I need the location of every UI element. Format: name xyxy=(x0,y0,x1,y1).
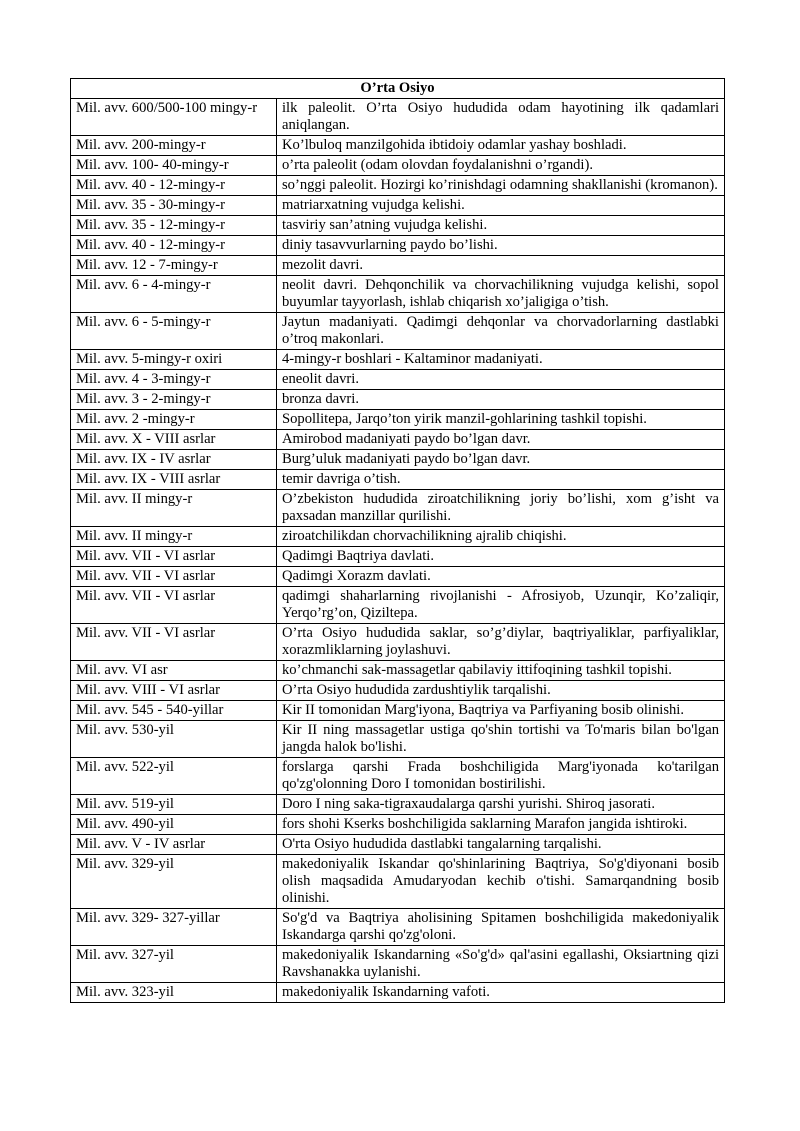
table-title: O’rta Osiyo xyxy=(71,79,725,99)
date-cell: Mil. avv. 100- 40-mingy-r xyxy=(71,156,277,176)
date-cell: Mil. avv. 2 -mingy-r xyxy=(71,410,277,430)
date-cell: Mil. avv. 12 - 7-mingy-r xyxy=(71,256,277,276)
chronology-table xyxy=(70,78,725,1003)
event-cell: ziroatchilikdan chorvachilikning ajralib chiqishi. xyxy=(277,527,725,547)
table-row xyxy=(71,909,725,946)
event-cell: makedoniyalik Iskandarning «So'g'd» qal'asini egallashi, Oksiartning qizi Ravshanakka uylanishi. xyxy=(277,946,725,983)
event-cell: mezolit davri. xyxy=(277,256,725,276)
table-row xyxy=(71,681,725,701)
date-cell: Mil. avv. 6 - 4-mingy-r xyxy=(71,276,277,313)
date-cell: Mil. avv. 200-mingy-r xyxy=(71,136,277,156)
event-cell: O'rta Osiyo hududida dastlabki tangalarning tarqalishi. xyxy=(277,835,725,855)
table-row xyxy=(71,350,725,370)
date-cell: Mil. avv. VII - VI asrlar xyxy=(71,624,277,661)
date-cell: Mil. avv. 530-yil xyxy=(71,721,277,758)
table-row xyxy=(71,256,725,276)
date-cell: Mil. avv. 35 - 12-mingy-r xyxy=(71,216,277,236)
table-row xyxy=(71,470,725,490)
event-cell: tasviriy san’atning vujudga kelishi. xyxy=(277,216,725,236)
event-cell: qadimgi shaharlarning rivojlanishi - Afrosiyob, Uzunqir, Ko’zaliqir, Yerqo’rg’on, Qiziltepa. xyxy=(277,587,725,624)
table-row xyxy=(71,758,725,795)
date-cell: Mil. avv. 327-yil xyxy=(71,946,277,983)
table-row xyxy=(71,370,725,390)
table-row xyxy=(71,835,725,855)
date-cell: Mil. avv. VII - VI asrlar xyxy=(71,567,277,587)
date-cell: Mil. avv. 40 - 12-mingy-r xyxy=(71,176,277,196)
event-cell: O’rta Osiyo hududida zardushtiylik tarqalishi. xyxy=(277,681,725,701)
table-row xyxy=(71,176,725,196)
event-cell: 4-mingy-r boshlari - Kaltaminor madaniyati. xyxy=(277,350,725,370)
table-row xyxy=(71,276,725,313)
table-row xyxy=(71,701,725,721)
table-row xyxy=(71,196,725,216)
table-row xyxy=(71,216,725,236)
event-cell: temir davriga o’tish. xyxy=(277,470,725,490)
date-cell: Mil. avv. II mingy-r xyxy=(71,490,277,527)
event-cell: neolit davri. Dehqonchilik va chorvachilikning vujudga kelishi, sopol buyumlar tayyorlash, ishlab chiqarish xo’jaligiga o’tish. xyxy=(277,276,725,313)
event-cell: Kir II tomonidan Marg'iyona, Baqtriya va Parfiyaning bosib olinishi. xyxy=(277,701,725,721)
event-cell: forslarga qarshi Frada boshchiligida Marg'iyonada ko'tarilgan qo'zg'olonning Doro I tomonidan bostirilishi. xyxy=(277,758,725,795)
date-cell: Mil. avv. 519-yil xyxy=(71,795,277,815)
table-row xyxy=(71,795,725,815)
table-row xyxy=(71,661,725,681)
table-row xyxy=(71,567,725,587)
date-cell: Mil. avv. 5-mingy-r oxiri xyxy=(71,350,277,370)
event-cell: Qadimgi Baqtriya davlati. xyxy=(277,547,725,567)
table-row xyxy=(71,313,725,350)
event-cell: Amirobod madaniyati paydo bo’lgan davr. xyxy=(277,430,725,450)
date-cell: Mil. avv. VIII - VI asrlar xyxy=(71,681,277,701)
date-cell: Mil. avv. 6 - 5-mingy-r xyxy=(71,313,277,350)
date-cell: Mil. avv. V - IV asrlar xyxy=(71,835,277,855)
date-cell: Mil. avv. 329- 327-yillar xyxy=(71,909,277,946)
table-row xyxy=(71,156,725,176)
table-row xyxy=(71,490,725,527)
date-cell: Mil. avv. 490-yil xyxy=(71,815,277,835)
event-cell: Sopollitepa, Jarqo’ton yirik manzil-gohlarining tashkil topishi. xyxy=(277,410,725,430)
date-cell: Mil. avv. 4 - 3-mingy-r xyxy=(71,370,277,390)
event-cell: makedoniyalik Iskandarning vafoti. xyxy=(277,983,725,1003)
event-cell: O’zbekiston hududida ziroatchilikning joriy bo’lishi, xom g’isht va paxsadan manzillar qurilishi. xyxy=(277,490,725,527)
event-cell: O’rta Osiyo hududida saklar, so’g’diylar, baqtriyaliklar, parfiyaliklar, xorazmliklarning joylashuvi. xyxy=(277,624,725,661)
table-row xyxy=(71,855,725,909)
date-cell: Mil. avv. 600/500-100 mingy-r xyxy=(71,99,277,136)
event-cell: Jaytun madaniyati. Qadimgi dehqonlar va chorvadorlarning dastlabki o’troq makonlari. xyxy=(277,313,725,350)
event-cell: o’rta paleolit (odam olovdan foydalanishni o’rgandi). xyxy=(277,156,725,176)
event-cell: ilk paleolit. O’rta Osiyo hududida odam hayotining ilk qadamlari aniqlangan. xyxy=(277,99,725,136)
event-cell: diniy tasavvurlarning paydo bo’lishi. xyxy=(277,236,725,256)
event-cell: so’nggi paleolit. Hozirgi ko’rinishdagi odamning shakllanishi (kromanon). xyxy=(277,176,725,196)
date-cell: Mil. avv. 323-yil xyxy=(71,983,277,1003)
date-cell: Mil. avv. X - VIII asrlar xyxy=(71,430,277,450)
table-row xyxy=(71,624,725,661)
event-cell: ko’chmanchi sak-massagetlar qabilaviy ittifoqining tashkil topishi. xyxy=(277,661,725,681)
event-cell: eneolit davri. xyxy=(277,370,725,390)
table-row xyxy=(71,450,725,470)
event-cell: matriarxatning vujudga kelishi. xyxy=(277,196,725,216)
event-cell: Doro I ning saka-tigraxaudalarga qarshi yurishi. Shiroq jasorati. xyxy=(277,795,725,815)
date-cell: Mil. avv. 3 - 2-mingy-r xyxy=(71,390,277,410)
date-cell: Mil. avv. 545 - 540-yillar xyxy=(71,701,277,721)
date-cell: Mil. avv. 35 - 30-mingy-r xyxy=(71,196,277,216)
table-row xyxy=(71,815,725,835)
event-cell: Qadimgi Xorazm davlati. xyxy=(277,567,725,587)
table-row xyxy=(71,236,725,256)
table-row xyxy=(71,390,725,410)
table-row xyxy=(71,136,725,156)
event-cell: So'g'd va Baqtriya aholisining Spitamen boshchiligida makedoniyalik Iskandarga qarshi qo'zg'oloni. xyxy=(277,909,725,946)
date-cell: Mil. avv. IX - IV asrlar xyxy=(71,450,277,470)
table-body xyxy=(71,99,725,1003)
table-row xyxy=(71,587,725,624)
event-cell: Kir II ning massagetlar ustiga qo'shin tortishi va To'maris bilan bo'lgan jangda halok bo'lishi. xyxy=(277,721,725,758)
date-cell: Mil. avv. 329-yil xyxy=(71,855,277,909)
event-cell: makedoniyalik Iskandar qo'shinlarining Baqtriya, So'g'diyonani bosib olish maqsadida Amudaryodan kechib o'tishi. Samarqandning bosib olinishi. xyxy=(277,855,725,909)
table-row xyxy=(71,527,725,547)
date-cell: Mil. avv. IX - VIII asrlar xyxy=(71,470,277,490)
table-header-row xyxy=(71,79,725,99)
date-cell: Mil. avv. 522-yil xyxy=(71,758,277,795)
date-cell: Mil. avv. 40 - 12-mingy-r xyxy=(71,236,277,256)
date-cell: Mil. avv. VII - VI asrlar xyxy=(71,547,277,567)
event-cell: Burg’uluk madaniyati paydo bo’lgan davr. xyxy=(277,450,725,470)
date-cell: Mil. avv. VII - VI asrlar xyxy=(71,587,277,624)
event-cell: Ko’lbuloq manzilgohida ibtidoiy odamlar yashay boshladi. xyxy=(277,136,725,156)
event-cell: fors shohi Kserks boshchiligida saklarning Marafon jangida ishtiroki. xyxy=(277,815,725,835)
table-row xyxy=(71,946,725,983)
table-row xyxy=(71,983,725,1003)
table-row xyxy=(71,721,725,758)
date-cell: Mil. avv. II mingy-r xyxy=(71,527,277,547)
table-row xyxy=(71,547,725,567)
table-row xyxy=(71,430,725,450)
date-cell: Mil. avv. VI asr xyxy=(71,661,277,681)
table-row xyxy=(71,410,725,430)
table-row xyxy=(71,99,725,136)
event-cell: bronza davri. xyxy=(277,390,725,410)
